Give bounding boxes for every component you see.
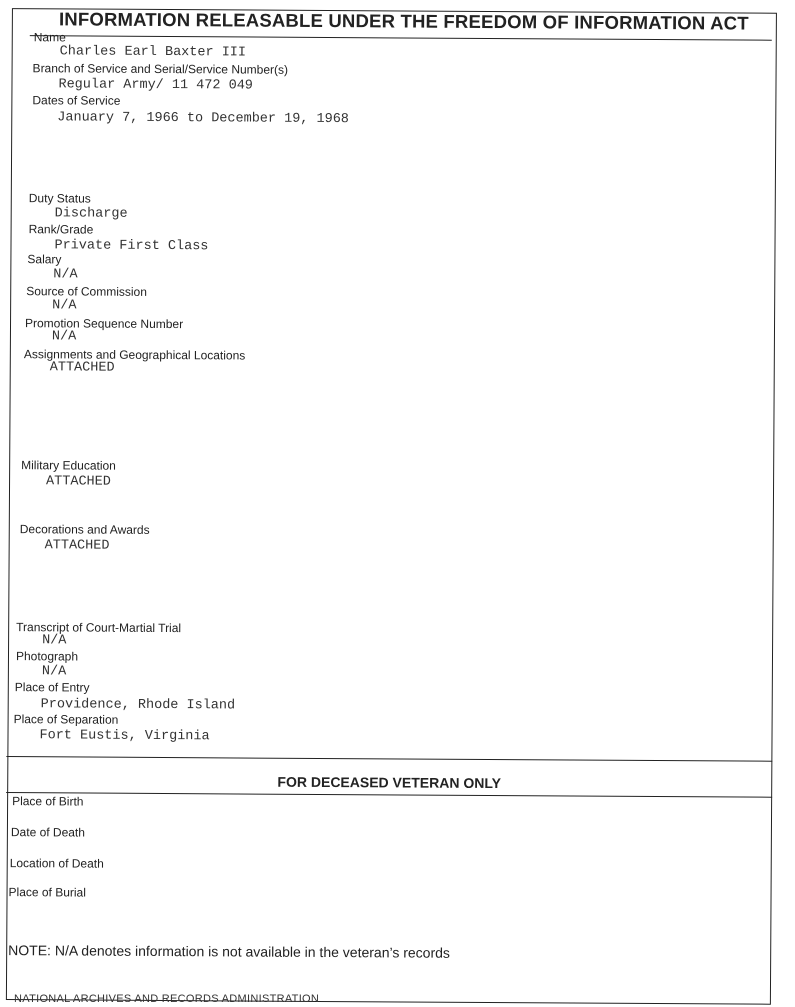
decorations-value: ATTACHED bbox=[44, 538, 110, 554]
dates-of-service-label: Dates of Service bbox=[32, 93, 121, 108]
footer-agency: NATIONAL ARCHIVES AND RECORDS ADMINISTRATION bbox=[14, 993, 320, 1005]
assignments-label: Assignments and Geographical Locations bbox=[23, 347, 246, 363]
place-of-burial-label: Place of Burial bbox=[8, 885, 86, 900]
court-martial-value: N/A bbox=[42, 633, 67, 649]
branch-serial-label: Branch of Service and Serial/Service Number(s) bbox=[32, 61, 289, 77]
salary-value: N/A bbox=[53, 267, 78, 283]
decorations-label: Decorations and Awards bbox=[19, 522, 150, 537]
name-value: Charles Earl Baxter III bbox=[59, 44, 247, 61]
rank-grade-value: Private First Class bbox=[54, 238, 209, 255]
location-of-death-label: Location of Death bbox=[9, 856, 104, 871]
dates-of-service-value: January 7, 1966 to December 19, 1968 bbox=[57, 110, 349, 128]
place-of-entry-label: Place of Entry bbox=[14, 680, 90, 695]
military-education-value: ATTACHED bbox=[46, 474, 111, 490]
salary-label: Salary bbox=[27, 252, 62, 267]
na-note: NOTE: N/A denotes information is not available in the veteran’s records bbox=[8, 942, 450, 961]
duty-status-label: Duty Status bbox=[28, 191, 91, 206]
place-of-birth-label: Place of Birth bbox=[12, 794, 84, 809]
promotion-sequence-label: Promotion Sequence Number bbox=[24, 316, 184, 332]
rank-grade-label: Rank/Grade bbox=[28, 222, 94, 237]
promotion-sequence-value: N/A bbox=[51, 329, 77, 345]
form-title: INFORMATION RELEASABLE UNDER THE FREEDOM OF INFORMATION ACT bbox=[58, 8, 749, 34]
photograph-value: N/A bbox=[41, 664, 67, 680]
court-martial-label: Transcript of Court-Martial Trial bbox=[16, 620, 182, 636]
assignments-value: ATTACHED bbox=[49, 360, 115, 376]
date-of-death-label: Date of Death bbox=[10, 825, 86, 840]
form-border bbox=[6, 8, 777, 1005]
name-label: Name bbox=[33, 30, 66, 45]
source-of-commission-label: Source of Commission bbox=[26, 284, 147, 299]
place-of-entry-value: Providence, Rhode Island bbox=[40, 697, 236, 714]
branch-serial-value: Regular Army/ 11 472 049 bbox=[58, 77, 253, 94]
military-education-label: Military Education bbox=[21, 458, 116, 473]
duty-status-value: Discharge bbox=[54, 206, 128, 222]
deceased-section-heading: FOR DECEASED VETERAN ONLY bbox=[277, 773, 502, 792]
place-of-separation-value: Fort Eustis, Virginia bbox=[39, 728, 210, 745]
photograph-label: Photograph bbox=[15, 649, 79, 664]
source-of-commission-value: N/A bbox=[52, 298, 77, 314]
place-of-separation-label: Place of Separation bbox=[13, 712, 119, 727]
